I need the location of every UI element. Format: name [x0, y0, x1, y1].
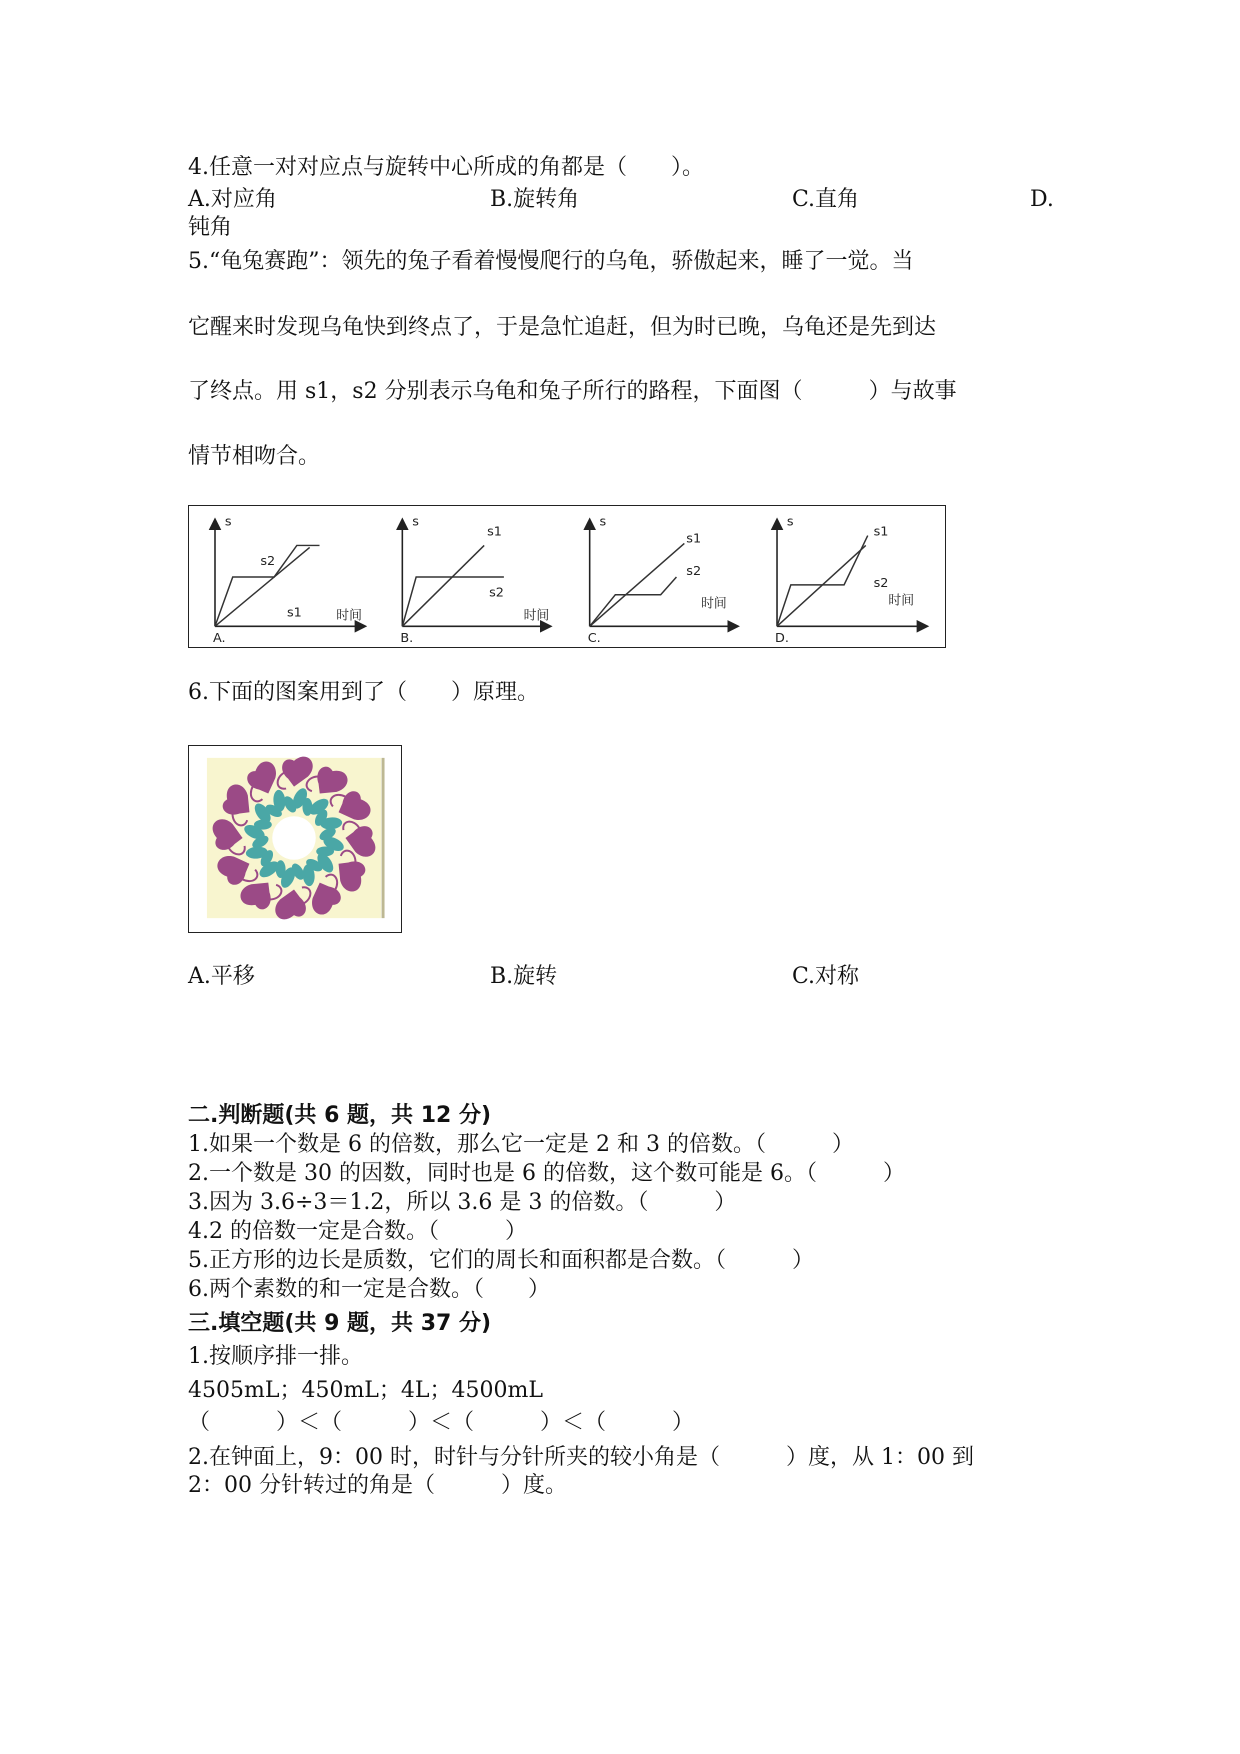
q6-option-b: B.旋转	[490, 964, 558, 989]
judge-item-1: 1.如果一个数是 6 的倍数，那么它一定是 2 和 3 的倍数。（ ）	[188, 1132, 854, 1157]
graph-a-x-axis: 时间	[336, 608, 362, 624]
q4-option-c: C.直角	[792, 187, 860, 212]
fill-q1-values: 4505mL；450mL；4L；4500mL	[188, 1378, 543, 1403]
judge-item-2: 2.一个数是 30 的因数，同时也是 6 的倍数，这个数可能是 6。（ ）	[188, 1161, 905, 1186]
fill-q2-line-1: 2.在钟面上，9：00 时，时针与分针所夹的较小角是（ ）度，从 1：00 到	[188, 1445, 974, 1470]
graph-a	[213, 515, 362, 646]
q5-line-1: 5.“龟兔赛跑”：领先的兔子看着慢慢爬行的乌龟，骄傲起来，睡了一觉。当	[188, 249, 914, 274]
q5-line-4: 情节相吻合。	[188, 444, 321, 469]
graph-b-letter: B.	[400, 631, 414, 647]
q6-option-c: C.对称	[792, 964, 860, 989]
q6-stem: 6.下面的图案用到了（ ）原理。	[188, 680, 539, 705]
graph-b-y-axis: s	[412, 514, 419, 530]
graph-a-top-label: s2	[260, 554, 276, 570]
fill-q1-blanks: （ ）＜（ ）＜（ ）＜（ ）	[188, 1410, 695, 1435]
graph-d-top-label: s1	[873, 524, 889, 540]
q4-option-d-letter: D.	[1030, 187, 1054, 212]
q4-stem: 4.任意一对对应点与旋转中心所成的角都是（ ）。	[188, 155, 704, 180]
graph-d-y-axis: s	[786, 514, 794, 530]
graph-d-x-axis: 时间	[888, 593, 915, 609]
q4-option-a: A.对应角	[188, 187, 277, 212]
graph-b-bottom-label: s2	[489, 585, 504, 601]
graph-b-top-label: s1	[487, 524, 502, 540]
judge-item-3: 3.因为 3.6÷3＝1.2，所以 3.6 是 3 的倍数。（ ）	[188, 1190, 737, 1215]
fill-q1-stem: 1.按顺序排一排。	[188, 1344, 363, 1369]
q5-graphs-figure	[188, 505, 946, 648]
graph-c-y-axis: s	[599, 514, 607, 530]
graph-a-letter: A.	[213, 631, 226, 647]
judge-item-6: 6.两个素数的和一定是合数。（ ）	[188, 1277, 550, 1302]
graph-d-bottom-label: s2	[873, 575, 889, 591]
graph-b-x-axis: 时间	[523, 608, 550, 624]
graph-c-top-label: s1	[686, 531, 702, 547]
q5-line-2: 它醒来时发现乌龟快到终点了，于是急忙追赶，但为时已晚，乌龟还是先到达	[188, 315, 937, 340]
q4-option-d-text: 钝角	[188, 215, 233, 240]
pattern-center	[272, 816, 316, 860]
graph-a-y-axis: s	[224, 514, 232, 530]
graph-c	[588, 515, 734, 646]
fill-q2-line-2: 2：00 分针转过的角是（ ）度。	[188, 1473, 567, 1498]
judge-item-4: 4.2 的倍数一定是合数。（ ）	[188, 1219, 527, 1244]
graph-c-letter: C.	[587, 631, 601, 647]
section-2-title: 二.判断题(共 6 题，共 12 分)	[188, 1103, 492, 1128]
graph-c-bottom-label: s2	[686, 564, 702, 580]
graph-c-x-axis: 时间	[701, 596, 727, 612]
graph-d-letter: D.	[775, 631, 789, 647]
section-3-title: 三.填空题(共 9 题，共 37 分)	[188, 1311, 492, 1336]
graph-a-bottom-label: s1	[286, 605, 302, 621]
q5-line-3: 了终点。用 s1，s2 分别表示乌龟和兔子所行的路程，下面图（ ）与故事	[188, 379, 957, 404]
q6-pattern-image	[188, 745, 402, 933]
graph-d	[775, 515, 923, 646]
q4-option-b: B.旋转角	[490, 187, 580, 212]
judge-item-5: 5.正方形的边长是质数，它们的周长和面积都是合数。（ ）	[188, 1248, 814, 1273]
q6-option-a: A.平移	[188, 964, 255, 989]
graph-b	[400, 515, 549, 646]
